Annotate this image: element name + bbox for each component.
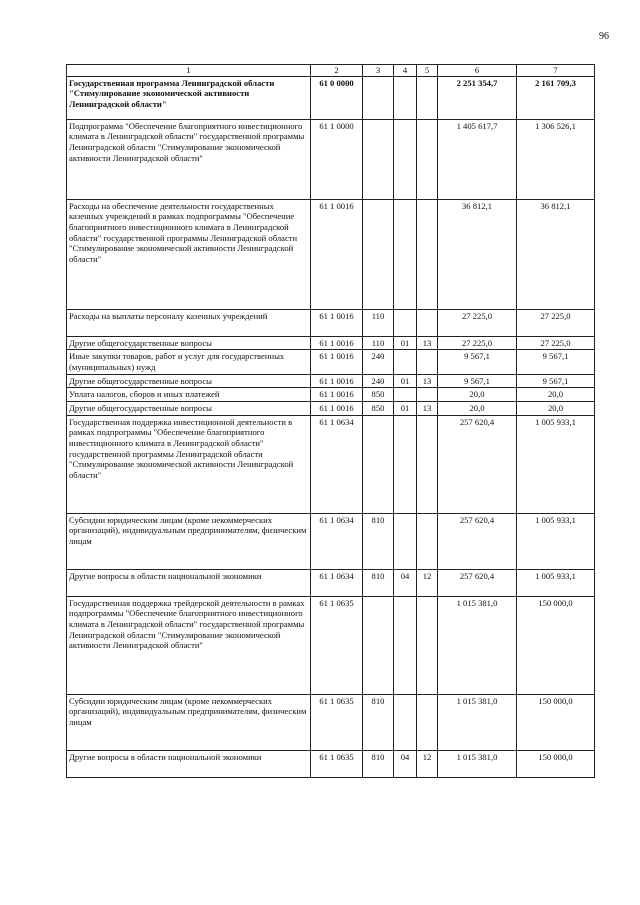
row-name: Другие общегосударственные вопросы (67, 336, 311, 350)
row-amount-year-2: 1 005 933,1 (517, 513, 595, 569)
row-name: Другие вопросы в области национальной экономики (67, 569, 311, 596)
row-expense-type: 240 (363, 374, 394, 388)
row-amount-year-2: 27 225,0 (517, 309, 595, 336)
row-amount-year-1: 36 812,1 (438, 199, 517, 309)
row-subsection (417, 388, 438, 402)
row-name: Уплата налогов, сборов и иных платежей (67, 388, 311, 402)
row-amount-year-2: 1 306 526,1 (517, 119, 595, 199)
row-subsection (417, 694, 438, 750)
header-col-1: 1 (67, 65, 311, 77)
row-expense-type: 850 (363, 388, 394, 402)
table-row (67, 401, 595, 415)
row-name: Государственная поддержка трейдерской деятельности в рамках подпрограммы "Обеспечение благоприятного инвестиционного климата в Ленинградской области" государственной программы Ленинградской области "Стимулирование экономической активности Ленинградской области" (67, 596, 311, 694)
row-amount-year-2: 20,0 (517, 401, 595, 415)
row-name: Иные закупки товаров, работ и услуг для государственных (муниципальных) нужд (67, 350, 311, 374)
row-target-code: 61 1 0635 (311, 694, 363, 750)
row-expense-type: 810 (363, 513, 394, 569)
row-section (394, 119, 417, 199)
row-amount-year-2: 36 812,1 (517, 199, 595, 309)
row-section: 01 (394, 336, 417, 350)
header-row (67, 65, 595, 77)
row-expense-type (363, 76, 394, 119)
row-amount-year-2: 1 005 933,1 (517, 569, 595, 596)
row-subsection: 12 (417, 750, 438, 777)
row-amount-year-1: 1 015 381,0 (438, 750, 517, 777)
header-col-4: 4 (394, 65, 417, 77)
table-row (67, 596, 595, 694)
row-name: Другие общегосударственные вопросы (67, 401, 311, 415)
row-target-code: 61 1 0000 (311, 119, 363, 199)
row-target-code: 61 1 0016 (311, 388, 363, 402)
row-expense-type: 810 (363, 694, 394, 750)
row-name: Другие общегосударственные вопросы (67, 374, 311, 388)
budget-table (66, 64, 595, 778)
table-row (67, 569, 595, 596)
row-expense-type: 240 (363, 350, 394, 374)
row-amount-year-1: 1 015 381,0 (438, 596, 517, 694)
row-subsection: 13 (417, 374, 438, 388)
row-target-code: 61 1 0016 (311, 199, 363, 309)
row-target-code: 61 1 0016 (311, 309, 363, 336)
row-expense-type (363, 415, 394, 513)
row-name: Субсидии юридическим лицам (кроме некоммерческих организаций), индивидуальным предпринимателям, физическим лицам (67, 513, 311, 569)
row-subsection: 13 (417, 336, 438, 350)
row-subsection (417, 596, 438, 694)
table-row (67, 76, 595, 119)
table-row (67, 350, 595, 374)
row-subsection (417, 350, 438, 374)
row-amount-year-1: 257 620,4 (438, 415, 517, 513)
row-target-code: 61 0 0000 (311, 76, 363, 119)
row-section (394, 513, 417, 569)
row-amount-year-1: 9 567,1 (438, 350, 517, 374)
row-amount-year-1: 20,0 (438, 388, 517, 402)
table-row (67, 513, 595, 569)
page-number: 96 (599, 31, 609, 42)
row-amount-year-2: 27 225,0 (517, 336, 595, 350)
row-section (394, 415, 417, 513)
row-subsection: 12 (417, 569, 438, 596)
row-expense-type: 810 (363, 750, 394, 777)
row-name: Другие вопросы в области национальной экономики (67, 750, 311, 777)
row-amount-year-1: 1 015 381,0 (438, 694, 517, 750)
row-subsection (417, 119, 438, 199)
row-section: 04 (394, 750, 417, 777)
row-subsection (417, 513, 438, 569)
row-target-code: 61 1 0016 (311, 336, 363, 350)
row-expense-type: 850 (363, 401, 394, 415)
table-row (67, 336, 595, 350)
row-amount-year-1: 2 251 354,7 (438, 76, 517, 119)
table-row (67, 750, 595, 777)
header-col-7: 7 (517, 65, 595, 77)
row-target-code: 61 1 0016 (311, 401, 363, 415)
row-amount-year-2: 1 005 933,1 (517, 415, 595, 513)
row-expense-type (363, 199, 394, 309)
row-target-code: 61 1 0634 (311, 513, 363, 569)
row-expense-type (363, 596, 394, 694)
row-amount-year-2: 150 000,0 (517, 750, 595, 777)
table-row (67, 694, 595, 750)
row-amount-year-1: 1 405 617,7 (438, 119, 517, 199)
table-row (67, 119, 595, 199)
row-expense-type: 810 (363, 569, 394, 596)
row-section (394, 309, 417, 336)
row-subsection (417, 199, 438, 309)
row-expense-type: 110 (363, 309, 394, 336)
row-section (394, 350, 417, 374)
table-row (67, 415, 595, 513)
row-section: 01 (394, 401, 417, 415)
table-row (67, 309, 595, 336)
row-amount-year-2: 9 567,1 (517, 374, 595, 388)
row-target-code: 61 1 0635 (311, 596, 363, 694)
table-row (67, 199, 595, 309)
row-amount-year-1: 9 567,1 (438, 374, 517, 388)
row-target-code: 61 1 0634 (311, 569, 363, 596)
row-amount-year-1: 257 620,4 (438, 513, 517, 569)
header-col-6: 6 (438, 65, 517, 77)
row-section (394, 694, 417, 750)
row-amount-year-2: 2 161 709,3 (517, 76, 595, 119)
row-section: 01 (394, 374, 417, 388)
row-section: 04 (394, 569, 417, 596)
header-col-2: 2 (311, 65, 363, 77)
row-name: Государственная программа Ленинградской области "Стимулирование экономической активности Ленинградской области" (67, 76, 311, 119)
row-amount-year-2: 20,0 (517, 388, 595, 402)
row-name: Подпрограмма "Обеспечение благоприятного инвестиционного климата в Ленинградской области" государственной программы Ленинградской области "Стимулирование экономической активности Ленинградской области" (67, 119, 311, 199)
row-target-code: 61 1 0634 (311, 415, 363, 513)
row-section (394, 76, 417, 119)
row-expense-type: 110 (363, 336, 394, 350)
row-amount-year-2: 150 000,0 (517, 694, 595, 750)
table-row (67, 388, 595, 402)
row-target-code: 61 1 0016 (311, 350, 363, 374)
row-amount-year-1: 20,0 (438, 401, 517, 415)
row-subsection (417, 76, 438, 119)
row-name: Государственная поддержка инвестиционной деятельности в рамках подпрограммы "Обеспечение благоприятного инвестиционного климата в Ленинградской области" государственной программы Ленинградской области "Стимулирование экономической активности Ленинградской области" (67, 415, 311, 513)
row-name: Субсидии юридическим лицам (кроме некоммерческих организаций), индивидуальным предпринимателям, физическим лицам (67, 694, 311, 750)
row-target-code: 61 1 0635 (311, 750, 363, 777)
row-section (394, 199, 417, 309)
row-section (394, 596, 417, 694)
row-section (394, 388, 417, 402)
row-subsection (417, 415, 438, 513)
row-target-code: 61 1 0016 (311, 374, 363, 388)
row-subsection (417, 309, 438, 336)
table-row (67, 374, 595, 388)
row-name: Расходы на обеспечение деятельности государственных казенных учреждений в рамках подпрограммы "Обеспечение благоприятного инвестиционного климата в Ленинградской области" государственной программы Ленинградской области "Стимулирование экономической активности Ленинградской области" (67, 199, 311, 309)
header-col-5: 5 (417, 65, 438, 77)
header-col-3: 3 (363, 65, 394, 77)
row-amount-year-2: 150 000,0 (517, 596, 595, 694)
row-amount-year-1: 27 225,0 (438, 336, 517, 350)
row-amount-year-1: 27 225,0 (438, 309, 517, 336)
row-expense-type (363, 119, 394, 199)
row-subsection: 13 (417, 401, 438, 415)
row-amount-year-1: 257 620,4 (438, 569, 517, 596)
row-amount-year-2: 9 567,1 (517, 350, 595, 374)
row-name: Расходы на выплаты персоналу казенных учреждений (67, 309, 311, 336)
